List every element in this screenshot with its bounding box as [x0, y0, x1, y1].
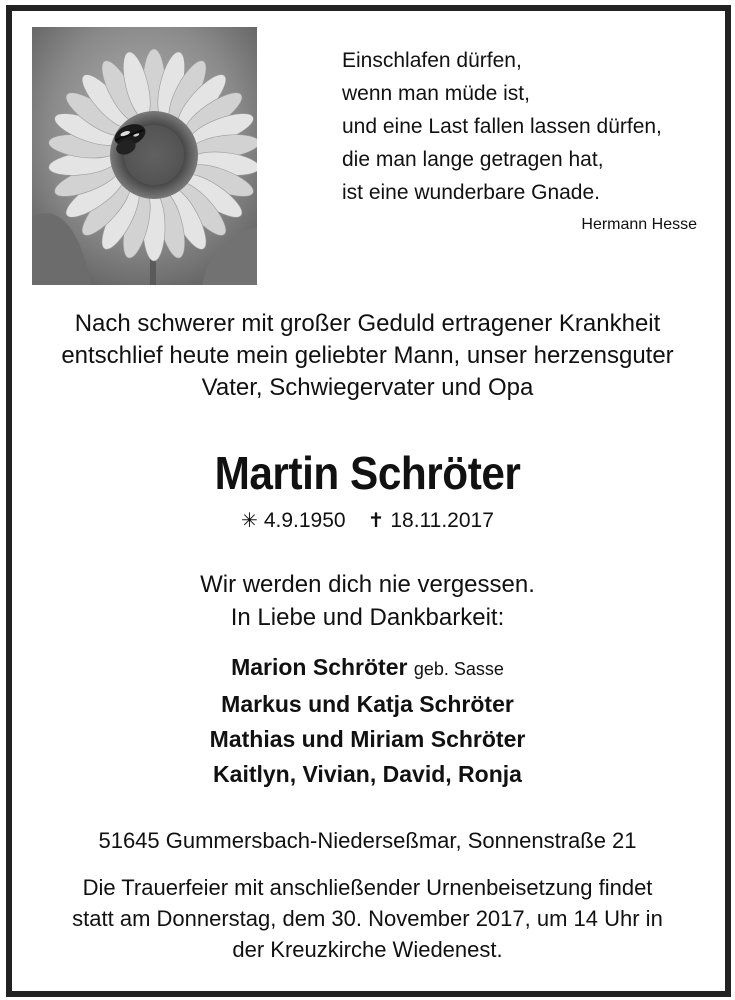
address: 51645 Gummersbach-Niederseßmar, Sonnenstraße 21 [98, 828, 637, 853]
mourner-name: Marion Schröter [231, 654, 408, 680]
mourner-entry [20, 650, 715, 687]
poem-line: und eine Last fallen lassen dürfen, [342, 115, 662, 138]
deceased-name: Martin Schröter [214, 447, 521, 499]
funeral-info [20, 872, 715, 965]
intro-line: Vater, Schwiegervater und Opa [201, 374, 534, 401]
death-date: 18.11.2017 [390, 509, 494, 532]
poem-line: ist eine wunderbare Gnade. [342, 181, 600, 204]
poem-line: wenn man müde ist, [342, 82, 530, 105]
birth-star-icon: ✳ [241, 510, 258, 532]
poem-line: die man lange getragen hat, [342, 148, 604, 171]
mourner-birth-name: geb. Sasse [413, 659, 504, 679]
poem [342, 44, 702, 209]
mourner-entry: Kaitlyn, Vivian, David, Ronja [213, 761, 522, 787]
life-dates [20, 508, 715, 533]
poem-author: Hermann Hesse [581, 216, 697, 233]
funeral-line: Die Trauerfeier mit anschließender Urnenbeisetzung findet [82, 875, 653, 900]
intro-line: Nach schwerer mit großer Geduld ertragener Krankheit [74, 310, 661, 337]
sunflower-butterfly-photo [32, 27, 257, 285]
thanks-text [20, 568, 715, 634]
mourner-entry: Mathias und Miriam Schröter [209, 726, 526, 752]
birth-date: 4.9.1950 [263, 509, 346, 532]
intro-line: entschlief heute mein geliebter Mann, unser herzensguter [61, 342, 674, 369]
sunflower-image [32, 27, 257, 285]
death-cross-icon: ✝ [367, 510, 385, 532]
funeral-line: der Kreuzkirche Wiedenest. [232, 937, 503, 962]
thanks-line: In Liebe und Dankbarkeit: [230, 604, 505, 631]
mourner-entry: Markus und Katja Schröter [221, 691, 514, 717]
funeral-line: statt am Donnerstag, dem 30. November 2017, um 14 Uhr in [72, 906, 663, 931]
intro-text [20, 308, 715, 404]
thanks-line: Wir werden dich nie vergessen. [200, 571, 535, 598]
poem-line: Einschlafen dürfen, [342, 49, 522, 72]
mourners-list [20, 650, 715, 792]
